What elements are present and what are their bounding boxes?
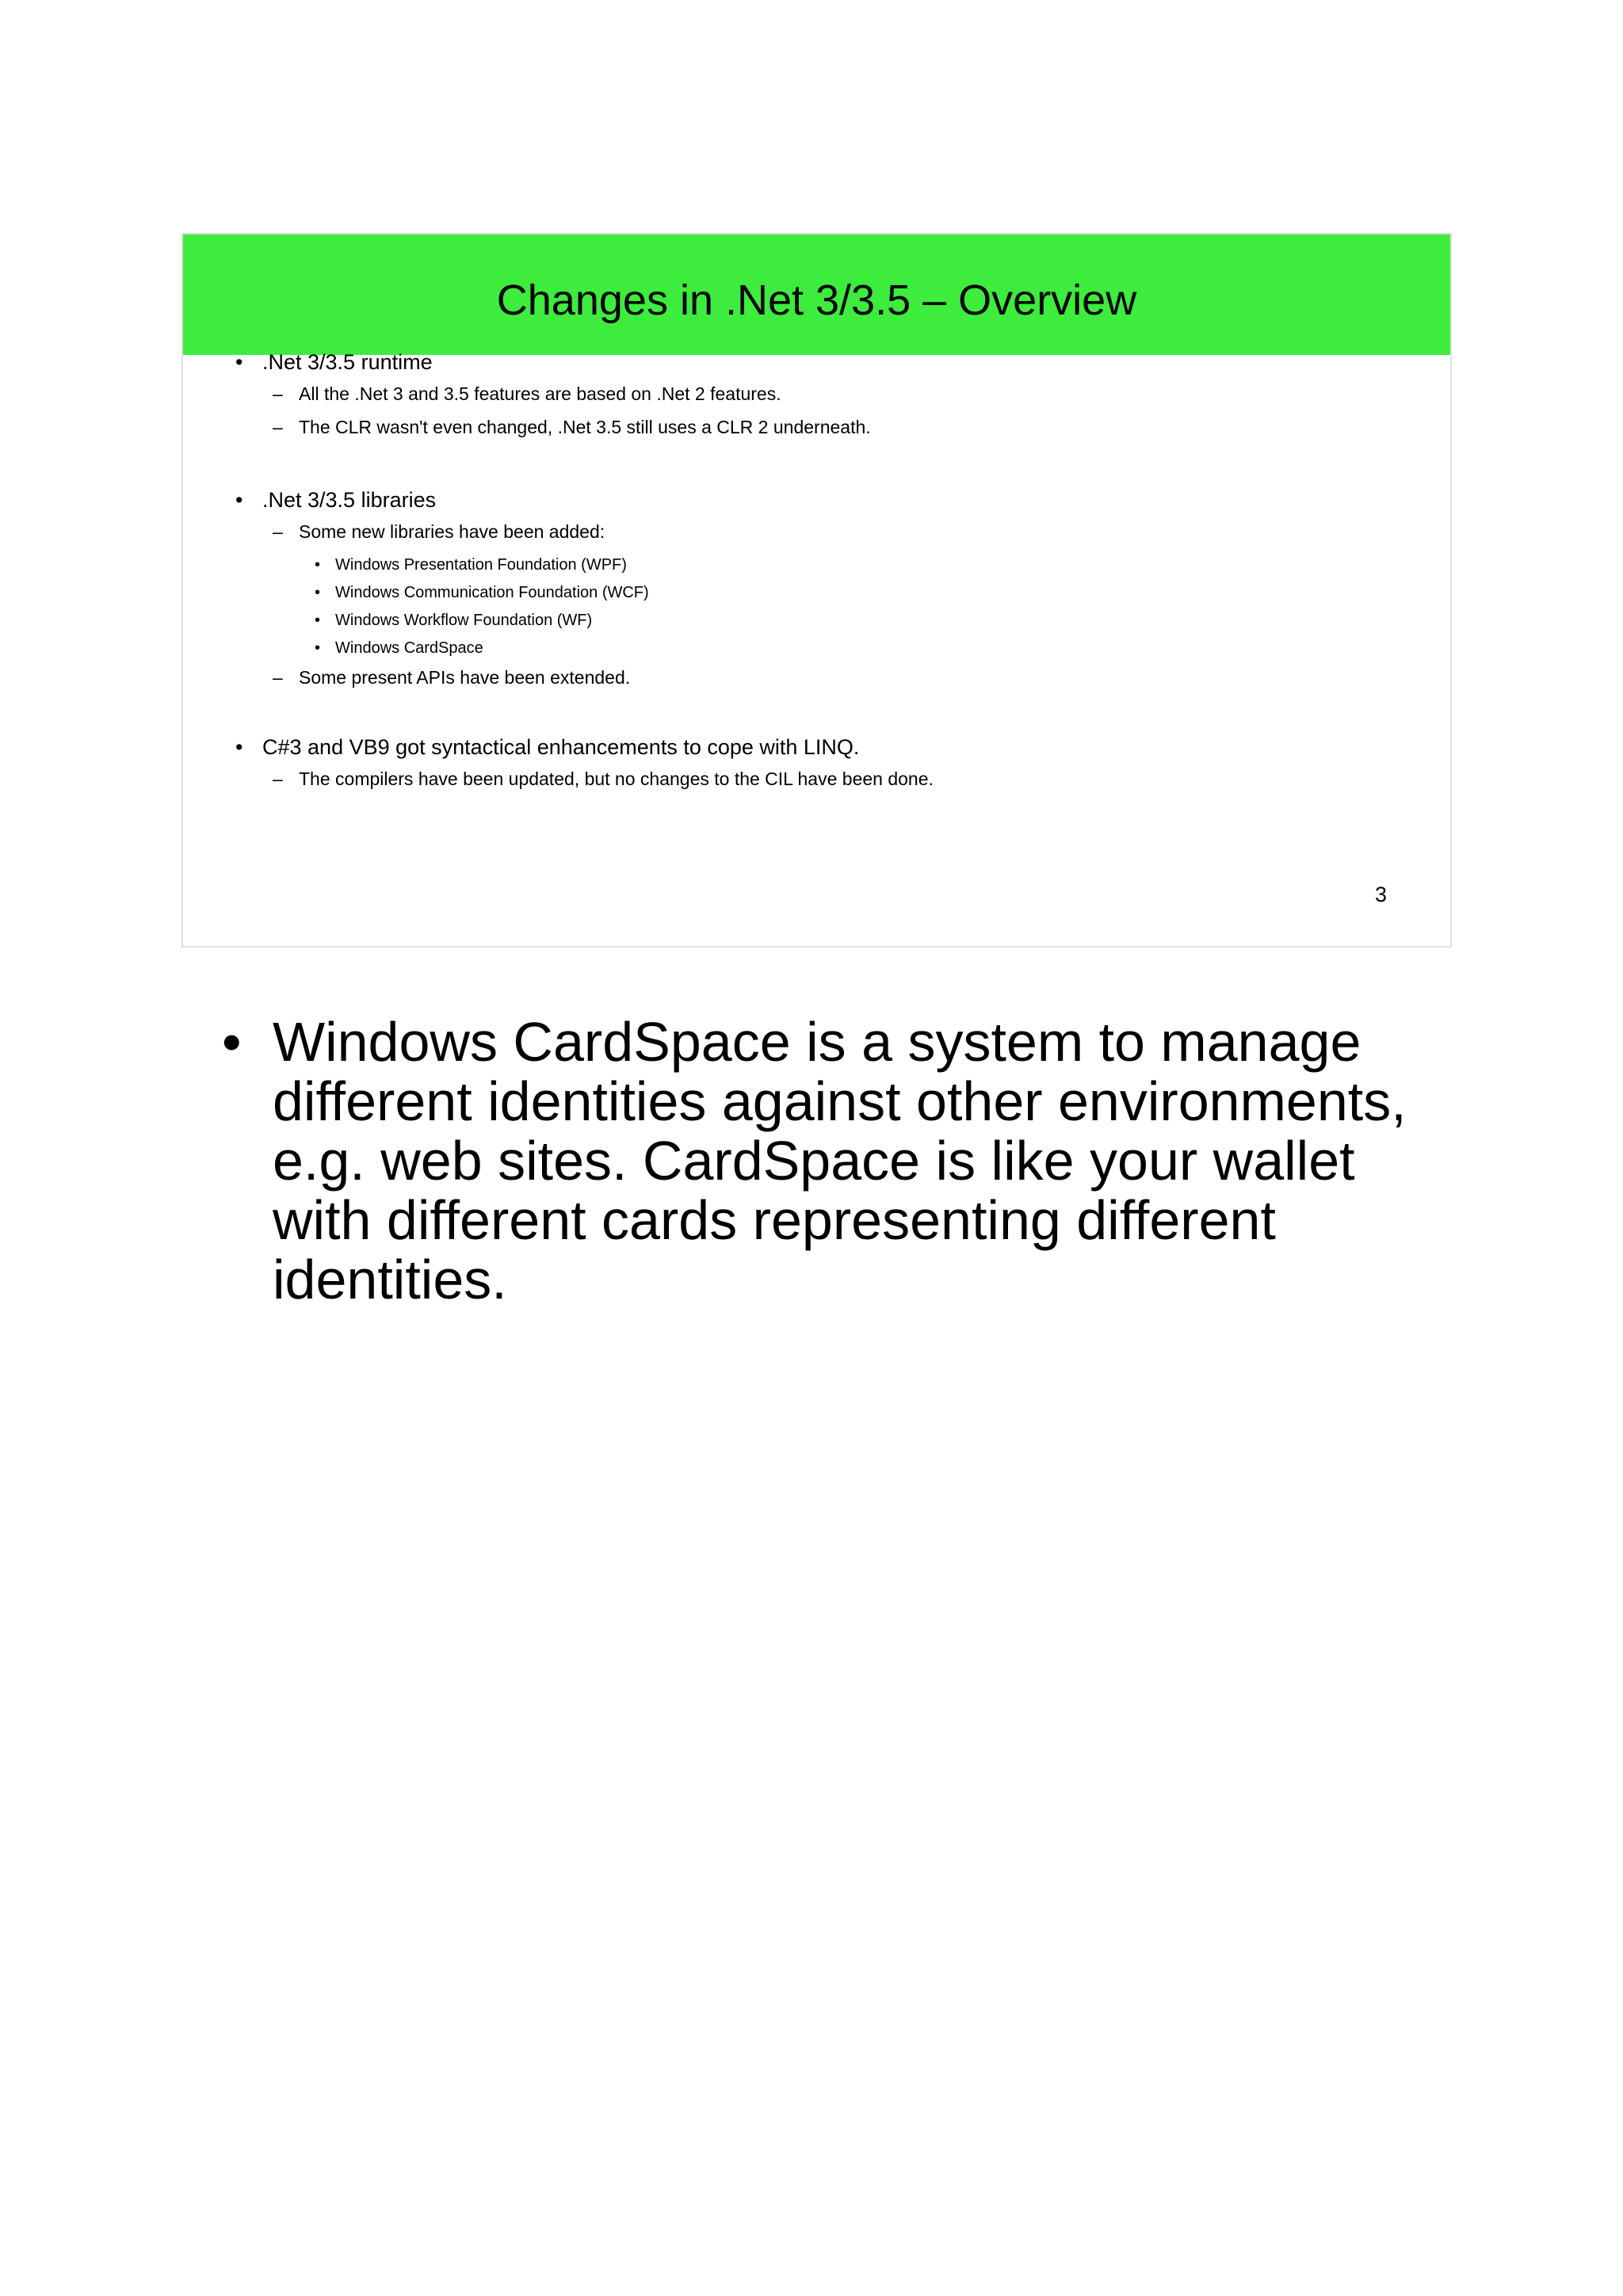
bullet-marker: • (235, 735, 243, 759)
sub-sub-item-text: Windows Presentation Foundation (WPF) (335, 556, 627, 574)
sub-item-text: The CLR wasn't even changed, .Net 3.5 still uses a CLR 2 underneath. (299, 417, 871, 437)
dash-marker: – (273, 417, 283, 437)
dash-marker: – (273, 383, 283, 404)
sub-sub-item-text: Windows Workflow Foundation (WF) (335, 612, 593, 629)
dash-marker: – (273, 769, 283, 789)
bullet-marker: • (315, 612, 321, 629)
page-number: 3 (1374, 883, 1387, 906)
notes-text: Windows CardSpace is a system to manage different identities against other environments, e.g. web sites. CardSpace is like your wallet with different cards representing different identities. (273, 1011, 1407, 1310)
bullet-marker: • (315, 639, 321, 657)
dash-marker: – (273, 667, 283, 688)
bullet-marker: • (315, 556, 321, 574)
sub-sub-item-text: Windows Communication Foundation (WCF) (335, 584, 649, 601)
sub-item-text: The compilers have been updated, but no changes to the CIL have been done. (299, 769, 934, 789)
bullet-marker: • (235, 488, 243, 512)
bullet-marker: • (315, 584, 321, 601)
bullet-text: .Net 3/3.5 runtime (262, 350, 433, 374)
bullet-text: C#3 and VB9 got syntactical enhancements to cope with LINQ. (262, 735, 860, 759)
bullet-marker: • (235, 350, 243, 374)
sub-item-text: Some new libraries have been added: (299, 521, 605, 542)
notes-bullet-marker: • (222, 1011, 242, 1073)
sub-item-text: Some present APIs have been extended. (299, 667, 631, 688)
slide (181, 233, 1452, 948)
bullet-text: .Net 3/3.5 libraries (262, 488, 437, 512)
dash-marker: – (273, 521, 283, 542)
sub-item-text: All the .Net 3 and 3.5 features are based on .Net 2 features. (299, 383, 781, 404)
slide-title: Changes in .Net 3/3.5 – Overview (496, 277, 1137, 324)
sub-sub-item-text: Windows CardSpace (335, 639, 483, 657)
